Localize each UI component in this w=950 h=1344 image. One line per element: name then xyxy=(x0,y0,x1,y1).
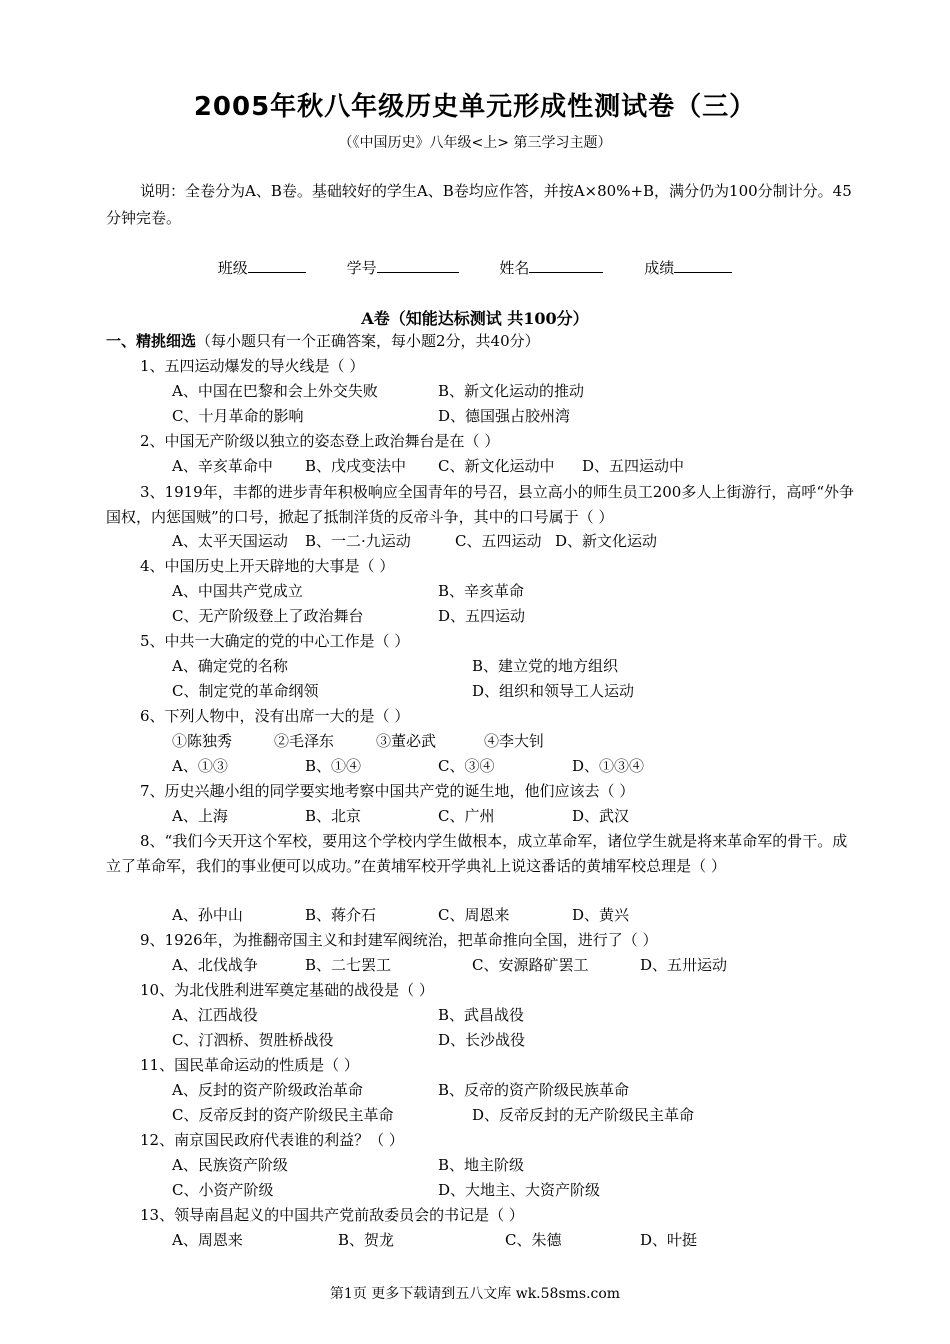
q7-option-c[interactable]: C、广州 xyxy=(438,807,495,825)
question-2: 2、中国无产阶级以独立的姿态登上政治舞台是在（ ） xyxy=(140,432,500,450)
q10-option-a[interactable]: A、江西战役 xyxy=(172,1006,258,1024)
q1-option-b[interactable]: B、新文化运动的推动 xyxy=(438,382,585,400)
q8-option-b[interactable]: B、蒋介石 xyxy=(305,906,377,924)
question-13: 13、领导南昌起义的中国共产党前敌委员会的书记是（ ） xyxy=(140,1206,524,1224)
page-title: 2005年秋八年级历史单元形成性测试卷（三） xyxy=(193,92,757,122)
q12-option-c[interactable]: C、小资产阶级 xyxy=(172,1181,274,1199)
question-9: 9、1926年，为推翻帝国主义和封建军阀统治，把革命推向全国，进行了（ ） xyxy=(140,931,658,949)
q2-option-b[interactable]: B、戊戌变法中 xyxy=(305,457,407,475)
q1-option-a[interactable]: A、中国在巴黎和会上外交失败 xyxy=(172,382,378,400)
q3-option-a[interactable]: A、太平天国运动 xyxy=(172,532,288,550)
class-field[interactable]: 班级 xyxy=(218,259,306,277)
q9-option-a[interactable]: A、北伐战争 xyxy=(172,956,258,974)
instructions xyxy=(106,178,858,232)
q11-option-a[interactable]: A、反封的资产阶级政治革命 xyxy=(172,1081,363,1099)
q13-option-a[interactable]: A、周恩来 xyxy=(172,1231,243,1249)
page-footer: 第1页 更多下载请到五八文库 wk.58sms.com xyxy=(329,1286,621,1302)
q3-option-d[interactable]: D、新文化运动 xyxy=(555,532,658,550)
q10-option-c[interactable]: C、汀泗桥、贺胜桥战役 xyxy=(172,1031,334,1049)
question-1: 1、五四运动爆发的导火线是（ ） xyxy=(140,357,365,375)
question-3: 3、1919年，丰都的进步青年积极响应全国青年的号召，县立高小的师生员工200多人上街游行，高呼“外争国权，内惩国贼”的口号，掀起了抵制洋货的反帝斗争，其中的口号属于（ ） xyxy=(106,483,855,526)
q6-option-d[interactable]: D、①③④ xyxy=(572,757,645,775)
q4-option-b[interactable]: B、辛亥革命 xyxy=(438,582,525,600)
score-field[interactable]: 成绩 xyxy=(644,259,732,277)
instructions-text: 说明：全卷分为A、B卷。基础较好的学生A、B卷均应作答，并按A×80%+B，满分仍为100分制计分。45分钟完卷。 xyxy=(106,182,852,227)
question-5: 5、中共一大确定的党的中心工作是（ ） xyxy=(140,632,410,650)
q5-option-a[interactable]: A、确定党的名称 xyxy=(172,657,288,675)
q11-option-d[interactable]: D、反帝反封的无产阶级民主革命 xyxy=(472,1106,695,1124)
question-8: 8、“我们今天开这个军校，要用这个学校内学生做根本，成立革命军，诸位学生就是将来革命军的骨干。成立了革命军，我们的事业便可以成功。”在黄埔军校开学典礼上说这番话的黄埔军校总理是（ ） xyxy=(106,832,848,875)
q6-person-2: ②毛泽东 xyxy=(274,732,335,750)
q8-option-d[interactable]: D、黄兴 xyxy=(572,906,630,924)
q12-option-b[interactable]: B、地主阶级 xyxy=(438,1156,525,1174)
q3-option-b[interactable]: B、一二·九运动 xyxy=(305,532,411,550)
q6-person-1: ①陈独秀 xyxy=(172,732,233,750)
q6-option-a[interactable]: A、①③ xyxy=(172,757,228,775)
question-7: 7、历史兴趣小组的同学要实地考察中国共产党的诞生地，他们应该去（ ） xyxy=(140,782,635,800)
page-subtitle: （《中国历史》八年级<上> 第三学习主题） xyxy=(338,135,612,151)
q1-option-d[interactable]: D、德国强占胶州湾 xyxy=(438,407,571,425)
q5-option-c[interactable]: C、制定党的革命纲领 xyxy=(172,682,319,700)
q12-option-d[interactable]: D、大地主、大资产阶级 xyxy=(438,1181,601,1199)
q11-option-c[interactable]: C、反帝反封的资产阶级民主革命 xyxy=(172,1106,394,1124)
q6-option-c[interactable]: C、③④ xyxy=(438,757,495,775)
question-10: 10、为北伐胜利进军奠定基础的战役是（ ） xyxy=(140,981,434,999)
q7-option-a[interactable]: A、上海 xyxy=(172,807,228,825)
q5-option-d[interactable]: D、组织和领导工人运动 xyxy=(472,682,635,700)
q2-option-c[interactable]: C、新文化运动中 xyxy=(438,457,555,475)
q13-option-c[interactable]: C、朱德 xyxy=(505,1231,562,1249)
q4-option-a[interactable]: A、中国共产党成立 xyxy=(172,582,303,600)
q9-option-d[interactable]: D、五卅运动 xyxy=(640,956,728,974)
question-11: 11、国民革命运动的性质是（ ） xyxy=(140,1056,359,1074)
q3-option-c[interactable]: C、五四运动 xyxy=(455,532,542,550)
section-a-heading: A卷（知能达标测试 共100分） xyxy=(361,309,589,328)
question-12: 12、南京国民政府代表谁的利益？（ ） xyxy=(140,1131,404,1149)
student-info xyxy=(0,257,950,278)
name-field[interactable]: 姓名 xyxy=(499,259,603,277)
q12-option-a[interactable]: A、民族资产阶级 xyxy=(172,1156,288,1174)
question-6: 6、下列人物中，没有出席一大的是（ ） xyxy=(140,707,410,725)
q8-option-c[interactable]: C、周恩来 xyxy=(438,906,510,924)
q13-option-b[interactable]: B、贺龙 xyxy=(338,1231,395,1249)
id-field[interactable]: 学号 xyxy=(347,259,459,277)
q6-person-3: ③董必武 xyxy=(376,732,437,750)
q7-option-b[interactable]: B、北京 xyxy=(305,807,362,825)
q5-option-b[interactable]: B、建立党的地方组织 xyxy=(472,657,619,675)
q6-option-b[interactable]: B、①④ xyxy=(305,757,362,775)
q4-option-d[interactable]: D、五四运动 xyxy=(438,607,526,625)
q6-person-4: ④李大钊 xyxy=(484,732,545,750)
q9-option-b[interactable]: B、二七罢工 xyxy=(305,956,392,974)
q10-option-d[interactable]: D、长沙战役 xyxy=(438,1031,526,1049)
q9-option-c[interactable]: C、安源路矿罢工 xyxy=(472,956,589,974)
q10-option-b[interactable]: B、武昌战役 xyxy=(438,1006,525,1024)
q2-option-a[interactable]: A、辛亥革命中 xyxy=(172,457,273,475)
q8-option-a[interactable]: A、孙中山 xyxy=(172,906,243,924)
q1-option-c[interactable]: C、十月革命的影响 xyxy=(172,407,304,425)
q4-option-c[interactable]: C、无产阶级登上了政治舞台 xyxy=(172,607,364,625)
q11-option-b[interactable]: B、反帝的资产阶级民族革命 xyxy=(438,1081,630,1099)
q13-option-d[interactable]: D、叶挺 xyxy=(640,1231,698,1249)
part1-heading: 一、精挑细选（每小题只有一个正确答案，每小题2分，共40分） xyxy=(106,332,540,350)
question-4: 4、中国历史上开天辟地的大事是（ ） xyxy=(140,557,395,575)
q7-option-d[interactable]: D、武汉 xyxy=(572,807,630,825)
q2-option-d[interactable]: D、五四运动中 xyxy=(582,457,685,475)
